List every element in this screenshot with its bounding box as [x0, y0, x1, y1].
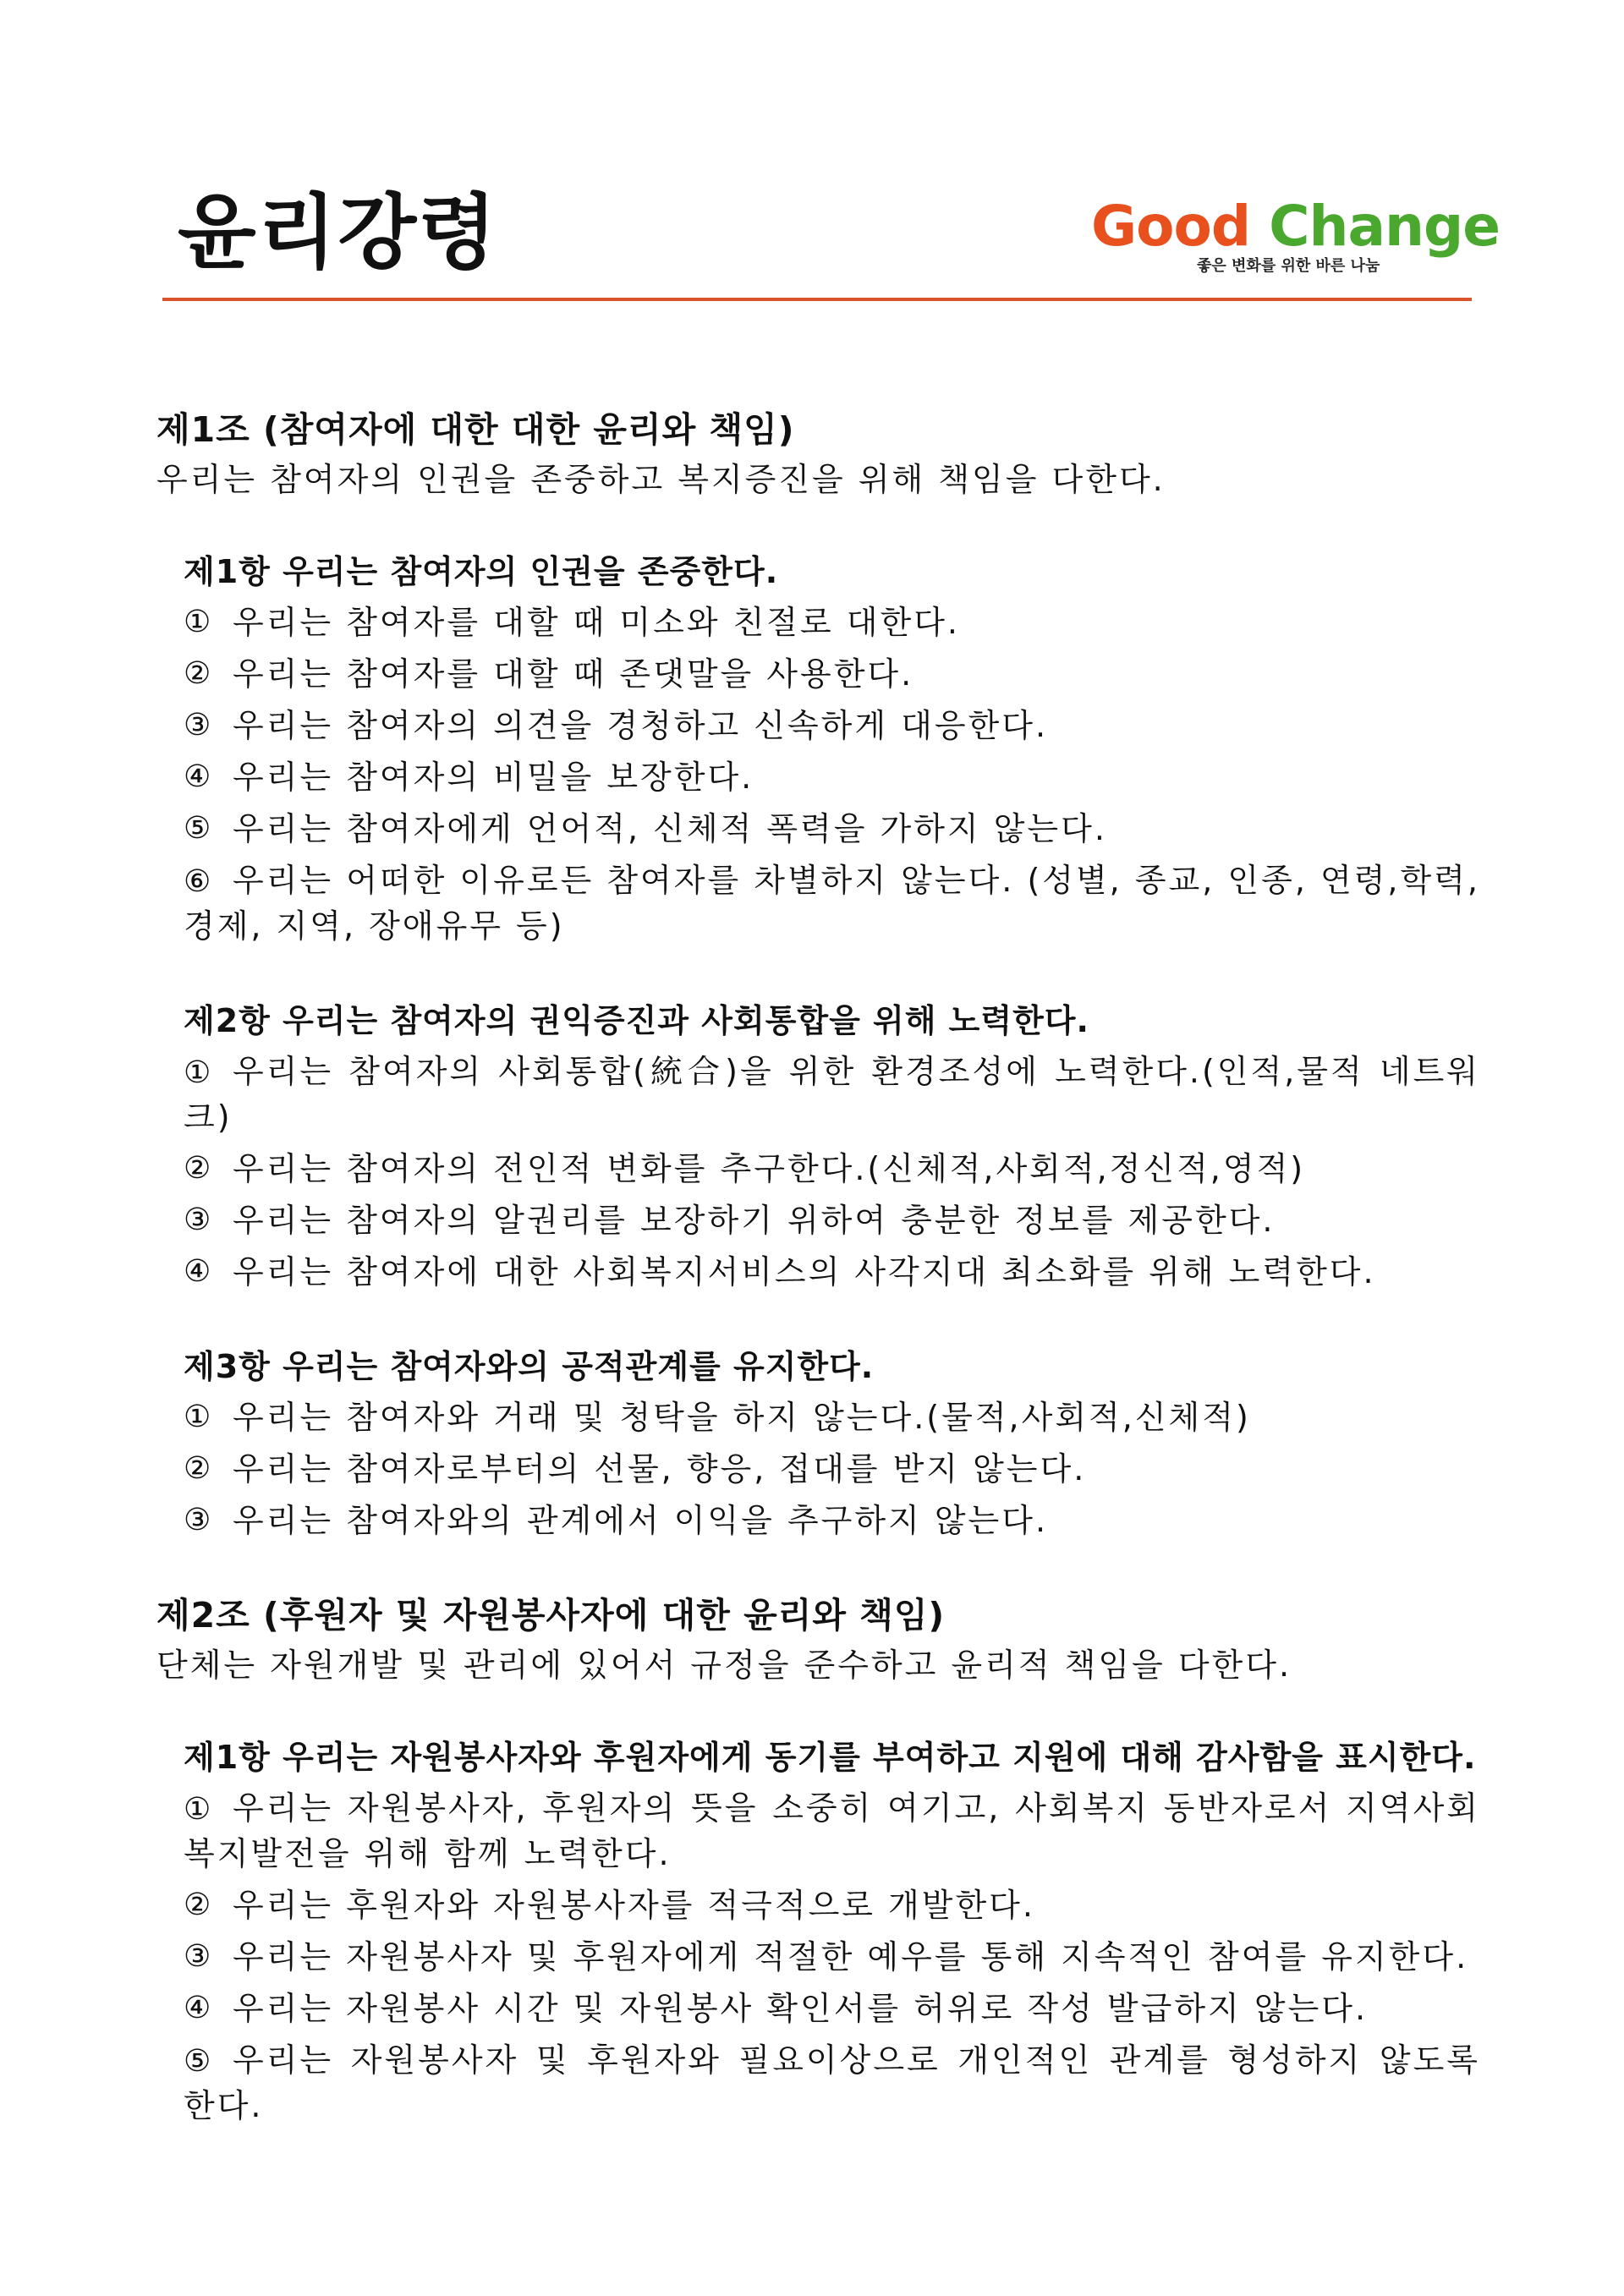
list-item: [184, 600, 1480, 644]
clause-title: 제1항 우리는 자원봉사자와 후원자에게 동기를 부여하고 지원에 대해 감사함을 표시한다.: [184, 1739, 1477, 1776]
clause-1: [184, 546, 1480, 948]
clause-1: [184, 1732, 1480, 2128]
clause-title: 제2항 우리는 참여자의 권익증진과 사회통합을 위해 노력한다.: [184, 1002, 1089, 1039]
clause-3: [184, 1341, 1480, 1543]
item-number: ④: [184, 1991, 214, 2025]
list-item: [184, 652, 1480, 696]
list-item: [184, 755, 1480, 799]
article-intro: 우리는 참여자의 인권을 존중하고 복지증진을 위해 책임을 다한다.: [156, 461, 1166, 498]
item-text: 우리는 참여자에 대한 사회복지서비스의 사각지대 최소화를 위해 노력한다.: [233, 1253, 1376, 1290]
list-item: [184, 1395, 1480, 1439]
article-title: 제2조 (후원자 및 자원봉사자에 대한 윤리와 책임): [156, 1595, 946, 1636]
item-number: ①: [184, 1792, 214, 1827]
list-item: [184, 1447, 1480, 1491]
article-2: [156, 1590, 1480, 2128]
item-number: ②: [184, 1888, 214, 1922]
list-item: [184, 1786, 1480, 1876]
article-intro: 단체는 자원개발 및 관리에 있어서 규정을 준수하고 윤리적 책임을 다한다.: [156, 1647, 1292, 1684]
list-item: [184, 1147, 1480, 1191]
item-text: 우리는 참여자의 전인적 변화를 추구한다.(신체적,사회적,정신적,영적): [233, 1150, 1306, 1187]
item-text: 우리는 참여자의 사회통합(統合)을 위한 환경조성에 노력한다.(인적,물적 네트워크): [184, 1053, 1480, 1136]
item-number: ④: [184, 759, 214, 794]
item-text: 우리는 후원자와 자원봉사자를 적극적으로 개발한다.: [233, 1887, 1035, 1924]
article-title: 제1조 (참여자에 대한 대한 윤리와 책임): [156, 409, 795, 450]
list-item: [184, 1250, 1480, 1294]
item-text: 우리는 자원봉사자 및 후원자와 필요이상으로 개인적인 관계를 형성하지 않도록 한다.: [184, 2041, 1480, 2124]
logo-tagline: 좋은 변화를 위한 바른 나눔: [1197, 257, 1380, 275]
item-number: ①: [184, 605, 214, 639]
list-item: [184, 807, 1480, 851]
item-number: ③: [184, 1939, 214, 1974]
list-item: [184, 858, 1480, 948]
header-divider: [162, 298, 1472, 301]
item-number: ④: [184, 1254, 214, 1289]
item-number: ③: [184, 1203, 214, 1237]
item-number: ③: [184, 1503, 214, 1537]
item-text: 우리는 참여자의 의견을 경청하고 신속하게 대응한다.: [233, 707, 1049, 744]
item-text: 우리는 자원봉사자, 후원자의 뜻을 소중히 여기고, 사회복지 동반자로서 지역사회 복지발전을 위해 함께 노력한다.: [184, 1789, 1480, 1872]
article-1: [156, 404, 1480, 1543]
clause-title: 제1항 우리는 참여자의 인권을 존중한다.: [184, 553, 779, 590]
item-text: 우리는 자원봉사 시간 및 자원봉사 확인서를 허위로 작성 발급하지 않는다.: [233, 1990, 1369, 2027]
list-item: [184, 1986, 1480, 2030]
item-number: ①: [184, 1055, 214, 1090]
item-number: ⑤: [184, 2044, 214, 2079]
list-item: [184, 2038, 1480, 2128]
list-item: [184, 1883, 1480, 1927]
item-number: ②: [184, 1451, 214, 1486]
page-title: 윤리강령: [178, 185, 498, 280]
good-change-logo: [1091, 194, 1501, 275]
logo-word-good: Good: [1091, 194, 1251, 259]
clause-title: 제3항 우리는 참여자와의 공적관계를 유지한다.: [184, 1348, 875, 1385]
list-item: [184, 1935, 1480, 1979]
item-text: 우리는 참여자와 거래 및 청탁을 하지 않는다.(물적,사회적,신체적): [233, 1399, 1251, 1436]
item-text: 우리는 참여자로부터의 선물, 향응, 접대를 받지 않는다.: [233, 1450, 1087, 1488]
list-item: [184, 704, 1480, 748]
item-text: 우리는 어떠한 이유로든 참여자를 차별하지 않는다. (성별, 종교, 인종, 연령,학력, 경제, 지역, 장애유무 등): [184, 862, 1480, 945]
item-number: ⑥: [184, 864, 214, 899]
item-text: 우리는 자원봉사자 및 후원자에게 적절한 예우를 통해 지속적인 참여를 유지한다.: [233, 1938, 1469, 1975]
logo-word-change: Change: [1269, 194, 1501, 259]
item-text: 우리는 참여자의 알권리를 보장하기 위하여 충분한 정보를 제공한다.: [233, 1202, 1276, 1239]
item-number: ②: [184, 656, 214, 691]
clause-2: [184, 995, 1480, 1294]
item-number: ②: [184, 1151, 214, 1186]
item-text: 우리는 참여자와의 관계에서 이익을 추구하지 않는다.: [233, 1502, 1049, 1539]
list-item: [184, 1499, 1480, 1543]
item-text: 우리는 참여자를 대할 때 미소와 친절로 대한다.: [233, 604, 961, 641]
item-number: ③: [184, 708, 214, 743]
item-number: ①: [184, 1400, 214, 1434]
item-number: ⑤: [184, 811, 214, 846]
list-item: [184, 1198, 1480, 1242]
item-text: 우리는 참여자에게 언어적, 신체적 폭력을 가하지 않는다.: [233, 810, 1107, 847]
item-text: 우리는 참여자의 비밀을 보장한다.: [233, 759, 754, 796]
list-item: [184, 1049, 1480, 1139]
document-body: [156, 404, 1480, 2175]
item-text: 우리는 참여자를 대할 때 존댓말을 사용한다.: [233, 655, 914, 693]
